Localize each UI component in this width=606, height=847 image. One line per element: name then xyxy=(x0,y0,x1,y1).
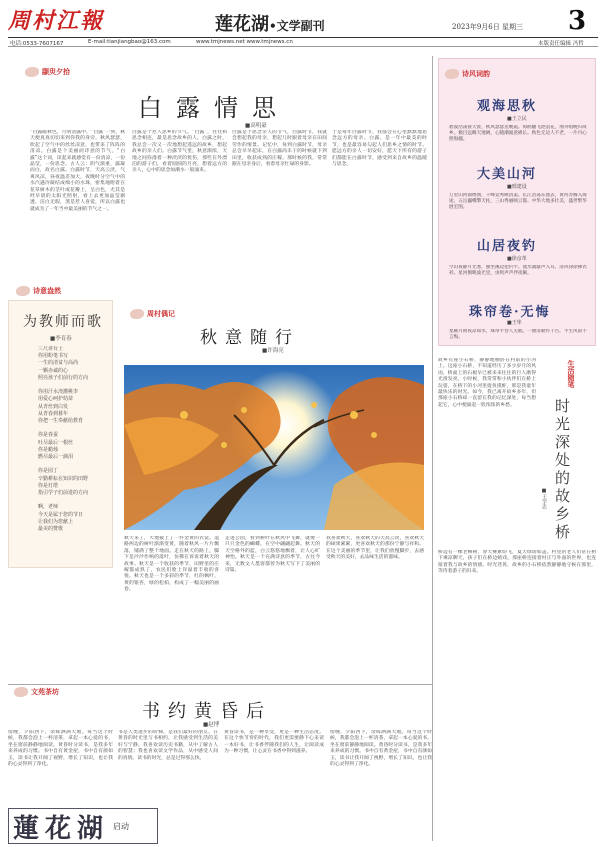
article-body-bailu-col3: 白露是个思念亲人的节气，白露时节，我就会想起我的母亲，想起儿时跟着母亲在田间劳作的情景。记忆中，每到白露时节，母亲总会早早起床，在白露尚未干的时候就下到田里，收获成熟的庄稼。那时候的我，常常跟在母亲身后，看着母亲忙碌的身影。 xyxy=(232,130,327,168)
column-badge-top-left: 颛臾夕拾 xyxy=(25,67,70,77)
article-author-bridge: ■王学忠 xyxy=(541,488,547,509)
column-badge-teacher: 诗意盎然 xyxy=(16,286,61,296)
column-badge-life: 生活随笔 xyxy=(567,360,575,388)
column-badge-bottom: 文苑茶坊 xyxy=(14,687,59,697)
page-number: 3 xyxy=(568,6,587,36)
teacher-poem-lines: 三尺讲台上 你用粉笔书写 一生的清贫与高尚 一颗赤诚的心 照亮孩子们前行的方向 你用汗水浇灌桃李 用爱心呵护幼苗 从青丝到白发 从青春到暮年 你把一生奉献给教育 你是春蚕 吐尽最后一根丝 你是蜡烛 燃尽最后一滴泪 你是园丁 辛勤耕耘在知识的田野 你是灯塔 指引学子们前进的方向 啊，老师 今天是属于您的节日 让我们为您献上 最美的赞歌 xyxy=(38,346,89,533)
poem-title-1: 观海思秋 xyxy=(477,99,538,114)
column-badge-poem: 诗风词韵 xyxy=(445,69,490,79)
poem-author-4: ■王隼 xyxy=(507,320,522,326)
website: www.tmjnews.net www.tmjnews.cn xyxy=(196,39,293,45)
article-body-books-col4: 傍晚，夕阳西下，余晖洒满大地。每当这个时候，我都会泡上一杯清茶，拿起一本心爱的书，坐在窗前静静地阅读。黄昏时分读书，是我多年来养成的习惯。书中自有黄金屋，书中自有颜如玉，读书让我开阔了视野，增长了知识，也让我的心灵得到了净化。 xyxy=(330,730,432,768)
article-body-bailu-col1: “白露暖秋色，月明清露中。”“白露”一到，秋天便真真切切来到你我的身旁。秋风瑟瑟，吹起了空气中的丝丝凉意，也带来了阵阵的清凉。白露是个美丽而诗意的节气。“白露”这个词，读起来就感觉有一份清凉，一份晶莹，一份思念。古人云：阴气渐重，露凝而白，故名白露。白露时节，天高云淡，气爽风凉，昼夜温差加大，夜晚时分空气中的水汽遇冷凝结成细小的水珠，密集地附着在花草树木的茎叶或花瓣上，呈白色，尤其是经早晨的太阳光照射，看上去更加晶莹剔透、洁白无瑕，煞是惹人喜爱，所以白露也就成为了一年当中最美丽的节气之一。 xyxy=(30,130,125,212)
poem-author-1: ■王立民 xyxy=(507,116,527,122)
poem-title-3: 山居夜钓 xyxy=(477,239,538,254)
article-title-books: 书约黄昏后 xyxy=(142,701,272,722)
poem-title-4: 珠帘卷·无悔 xyxy=(469,305,551,320)
autumn-tree-photo xyxy=(124,365,424,530)
article-body-bailu-col2: 白露是个惹人思乡的节气。“白露”，往往和思念相连，最是思念故乡的人，白露之时，我总会一次又一次地想起遥远的故乡，想起故乡的亲人们。白露节气里，秋意渐浓，天地之间弥漫着一种淡淡的忧伤，那些在外漂泊的游子们，看着圆圆的月亮，想着远方的亲人，心中的思念如潮水一般涌来。 xyxy=(132,130,227,174)
section-name: 莲花湖 xyxy=(215,14,269,35)
issue-date: 2023年9月6日 星期三 xyxy=(452,23,523,31)
section-title xyxy=(215,10,325,36)
poem-title-2: 大美山河 xyxy=(477,167,538,182)
lianhuahu-logo: 蓮花湖 启动 xyxy=(8,808,158,844)
poem-author-3: ■徐彦革 xyxy=(507,256,527,262)
article-body-bridge-col1: 故乡有座小石桥，静静地横卧在村前的小河上。这座小石桥，不知道经历了多少岁月的风雨，桥面上的石板早已被来来往往的行人磨得光滑发亮。小时候，我常常和小伙伴们在桥上玩耍，在桥下的小河里捉鱼摸虾，那是我童年最快乐的时光。如今，我已离开故乡多年，但那座小石桥却一直留在我的记忆深处，每当想起它，心中便涌起一股浓浓的乡愁。 xyxy=(438,358,536,408)
section-divider xyxy=(8,684,432,685)
article-body-bailu-col4: 于是每年白露时节，我都会在心里默默地思念远方的母亲。白露，是一年中最美的时节，也是最容易勾起人们思乡之情的时节。愿远方的亲人一切安好，愿天下所有的游子们都能在白露时节，感受到来自故乡的温暖与思念。 xyxy=(332,130,427,168)
poem-author-2: ■邢建设 xyxy=(507,184,527,190)
teacher-poem-author: ■李育春 xyxy=(50,336,72,342)
hotline: 电话:0533-7607167 xyxy=(10,41,64,47)
poem-panel xyxy=(438,58,596,346)
poem-body-3: 空山夜静月光寒，独坐溪边把钓竿。流水潺潺声入耳，清风徐徐拂衣衫。星河倒映波光里，虫鸣声声伴夜阑。 xyxy=(449,265,587,277)
article-body-autumn-col2: 走进公园，看到树叶在秋风中飞舞，就像一只只金色的蝴蝶，在空中翩翩起舞。秋天的天空格外的蓝，白云悠悠地飘着，让人心旷神怡。秋天是一个充满诗意的季节，古往今来，无数文人墨客都曾为秋天写下了美丽的诗篇。 xyxy=(225,536,320,574)
badge-decoration-icon xyxy=(25,67,39,77)
autumn-tree-illustration xyxy=(124,365,424,530)
article-author-bailu: ■高明豪 xyxy=(245,123,267,129)
article-author-books: ■赵博 xyxy=(203,722,220,728)
article-body-books-col2: 书是人类进步的阶梯，是我们最好的朋友。在黄昏的时光里与书相约，让我感受到生活的美好与宁静。我喜欢读历史书籍，从中了解古人的智慧；我也喜欢读文学作品，从中感受人间的真情。读书的时光，总是过得那么快。 xyxy=(118,730,218,761)
section-subtitle: •文学副刊 xyxy=(269,19,325,33)
article-title-bridge: 时光深处的故乡桥 xyxy=(553,398,571,542)
badge-decoration-icon xyxy=(130,309,144,319)
article-title-bailu: 白露情思 xyxy=(138,94,290,122)
article-body-bridge-col2: 桥边有一棵老柳树，春天柳絮纷飞，夏天绿荫如盖。村里的老人们常在树下乘凉聊天，孩子们在桥边嬉戏。那座桥连接着村庄与外面的世界，也连接着我与故乡的情感。时光荏苒，故乡的小石桥依然静静地守候在那里，等待着游子的归来。 xyxy=(438,550,596,575)
info-bar xyxy=(8,37,598,47)
email: E-mail:tianjiangbao@163.com xyxy=(88,39,171,45)
editor-credit: 本版责任编辑 冯哲 xyxy=(538,41,584,47)
column-badge-middle: 周村偶记 xyxy=(130,309,175,319)
article-author-autumn: ■许海亮 xyxy=(262,348,284,354)
article-body-books-col1: 傍晚，夕阳西下，余晖洒满大地。每当这个时候，我都会泡上一杯清茶，拿起一本心爱的书，坐在窗前静静地阅读。黄昏时分读书，是我多年来养成的习惯。书中自有黄金屋，书中自有颜如玉，读书让我开阔了视野，增长了知识，也让我的心灵得到了净化。 xyxy=(8,730,113,768)
badge-decoration-icon xyxy=(445,69,459,79)
article-title-autumn: 秋意随行 xyxy=(200,328,300,348)
poem-body-4: 星稀月朗夜凉如水，珠帘半卷人无眠。一曲清歌传千古，半生风雨不言悔。 xyxy=(449,329,587,341)
column-divider xyxy=(432,56,433,841)
poem-body-1: 碧波浩荡接天涯，秋风瑟瑟送晚霞。海鸥翻飞逐浪花，渔舟唱晚归故乡。极目远眺天地阔，心随潮涌意绵长。秋色无边人不老，一片丹心照海疆。 xyxy=(449,125,587,143)
article-body-books-col3: 黄昏读书，是一种享受，更是一种生活态度。在这个快节奏的时代，我们更需要静下心来读一本好书，让书香伴随我们的人生，让阅读成为一种习惯，让心灵在书香中得到滋养。 xyxy=(224,730,324,755)
teacher-poem-title: 为教师而歌 xyxy=(23,314,103,330)
badge-decoration-icon xyxy=(14,687,28,697)
article-body-autumn-col3: 我喜欢秋天，喜欢秋天的天高云淡，喜欢秋天的硕果累累，更喜欢秋天的那份宁静与祥和。在这个美丽的季节里，让我们放慢脚步，去感受秋天的美好，去品味生活的滋味。 xyxy=(326,536,424,561)
badge-decoration-icon xyxy=(16,286,30,296)
newspaper-masthead: 周村江報 xyxy=(8,8,105,34)
article-body-autumn-col1: 秋天来了，大地披上了一件金黄的衣裳。道路两边的树叶渐渐变黄，随着秋风一片片飘落，铺满了整个地面。走在秋天的路上，脚下是沙沙作响的落叶，仿佛在诉说着秋天的故事。秋天是一个收获的季节，田野里的庄稼都成熟了，农民们脸上洋溢着丰收的喜悦。秋天也是一个多彩的季节，红的枫叶，黄的银杏，绿的松柏，构成了一幅美丽的画卷。 xyxy=(124,536,219,593)
poem-body-2: 万里山河锦绣图，千峰竞秀映清渠。长江浩荡东流去，黄河奔腾入海途。五岳巍峨擎天柱，三山秀丽映云都。中华大地多壮美，盛世繁华展宏图。 xyxy=(449,193,587,211)
